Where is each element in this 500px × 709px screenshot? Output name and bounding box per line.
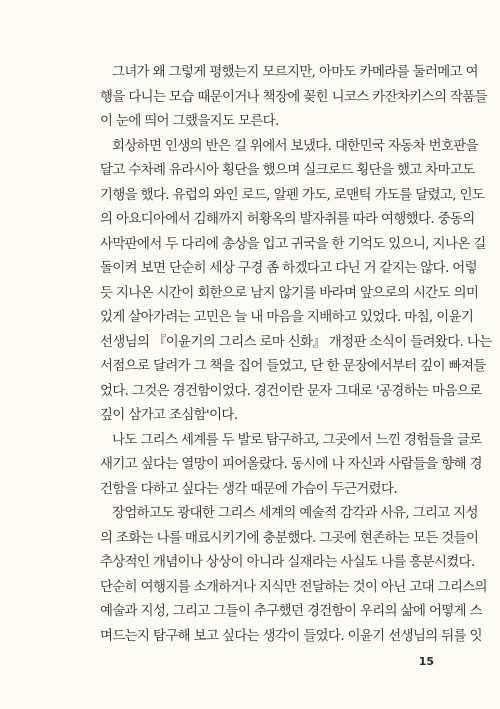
text-line: 었다. 그것은 경건함이었다. 경건이란 문자 그대로 '공경하는 마음으로 xyxy=(100,384,482,399)
text-line: 그녀가 왜 그렇게 평했는지 모르지만, 아마도 카메라를 둘러메고 여 xyxy=(112,65,478,80)
text-line: 이 눈에 띄어 그랬을지도 모른다. xyxy=(100,114,279,129)
text-line: 기행을 했다. 유럽의 와인 로드, 알펜 가도, 로맨틱 가도를 달렸고, 인도 xyxy=(100,188,485,203)
text-line: 예술과 지성, 그리고 그들이 추구했던 경건함이 우리의 삶에 어떻게 스 xyxy=(100,604,482,619)
text-line: 의 아요디아에서 김해까지 허황옥의 발자취를 따라 여행했다. 중동의 xyxy=(100,212,475,227)
text-line: 사막판에서 두 다리에 총상을 입고 귀국을 한 기억도 있으니, 지나온 길 xyxy=(100,237,486,252)
page-number: 15 xyxy=(418,655,434,668)
text-line: 단순히 여행지를 소개하거나 지식만 전달하는 것이 아닌 고대 그리스의 xyxy=(100,580,487,595)
text-line: 회상하면 인생의 반은 길 위에서 보냈다. 대한민국 자동차 번호판을 xyxy=(112,139,478,154)
text-line: 나도 그리스 세계를 두 발로 탐구하고, 그곳에서 느낀 경험들을 글로 xyxy=(112,433,482,448)
text-line: 며드는지 탐구해 보고 싶다는 생각이 들었다. 이윤기 선생님의 뒤를 잇 xyxy=(100,629,482,644)
text-line: 추상적인 개념이나 상상이 아니라 실재라는 사실도 나를 흥분시켰다. xyxy=(100,555,475,570)
text-line: 깊이 삼가고 조심함'이다. xyxy=(100,408,238,423)
text-line: 달고 수차례 유라시아 횡단을 했으며 실크로드 횡단을 했고 차마고도 xyxy=(100,163,475,178)
text-line: 행을 다니는 모습 때문이거나 책장에 꽂힌 니코스 카잔차키스의 작품들 xyxy=(100,90,487,105)
text-line: 서점으로 달려가 그 책을 집어 들었고, 단 한 문장에서부터 깊이 빠져들 xyxy=(100,359,486,374)
text-line: 건함을 다하고 싶다는 생각 때문에 가슴이 두근거렸다. xyxy=(100,482,397,497)
text-line: 장엄하고도 광대한 그리스 세계의 예술적 감각과 사유, 그리고 지성 xyxy=(112,506,478,521)
text-line: 선생님의 『이윤기의 그리스 로마 신화』 개정판 소식이 들려왔다. 나는 xyxy=(100,335,492,350)
text-line: 돌이켜 보면 단순히 세상 구경 좀 하겠다고 다닌 거 같지는 않다. 어렇 xyxy=(100,261,477,276)
text-line: 의 조화는 나를 매료시키기에 충분했다. 그곳에 현존하는 모든 것들이 xyxy=(100,531,479,546)
text-line: 새기고 싶다는 열망이 피어올랐다. 동시에 나 자신과 사람들을 향해 경 xyxy=(100,457,482,472)
text-line: 듯 지나온 시간이 회한으로 남지 않기를 바라며 앞으로의 시간도 의미 xyxy=(100,286,479,301)
text-line: 있게 살아가려는 고민은 늘 내 마음을 지배하고 있었다. 마침, 이윤기 xyxy=(100,310,474,325)
